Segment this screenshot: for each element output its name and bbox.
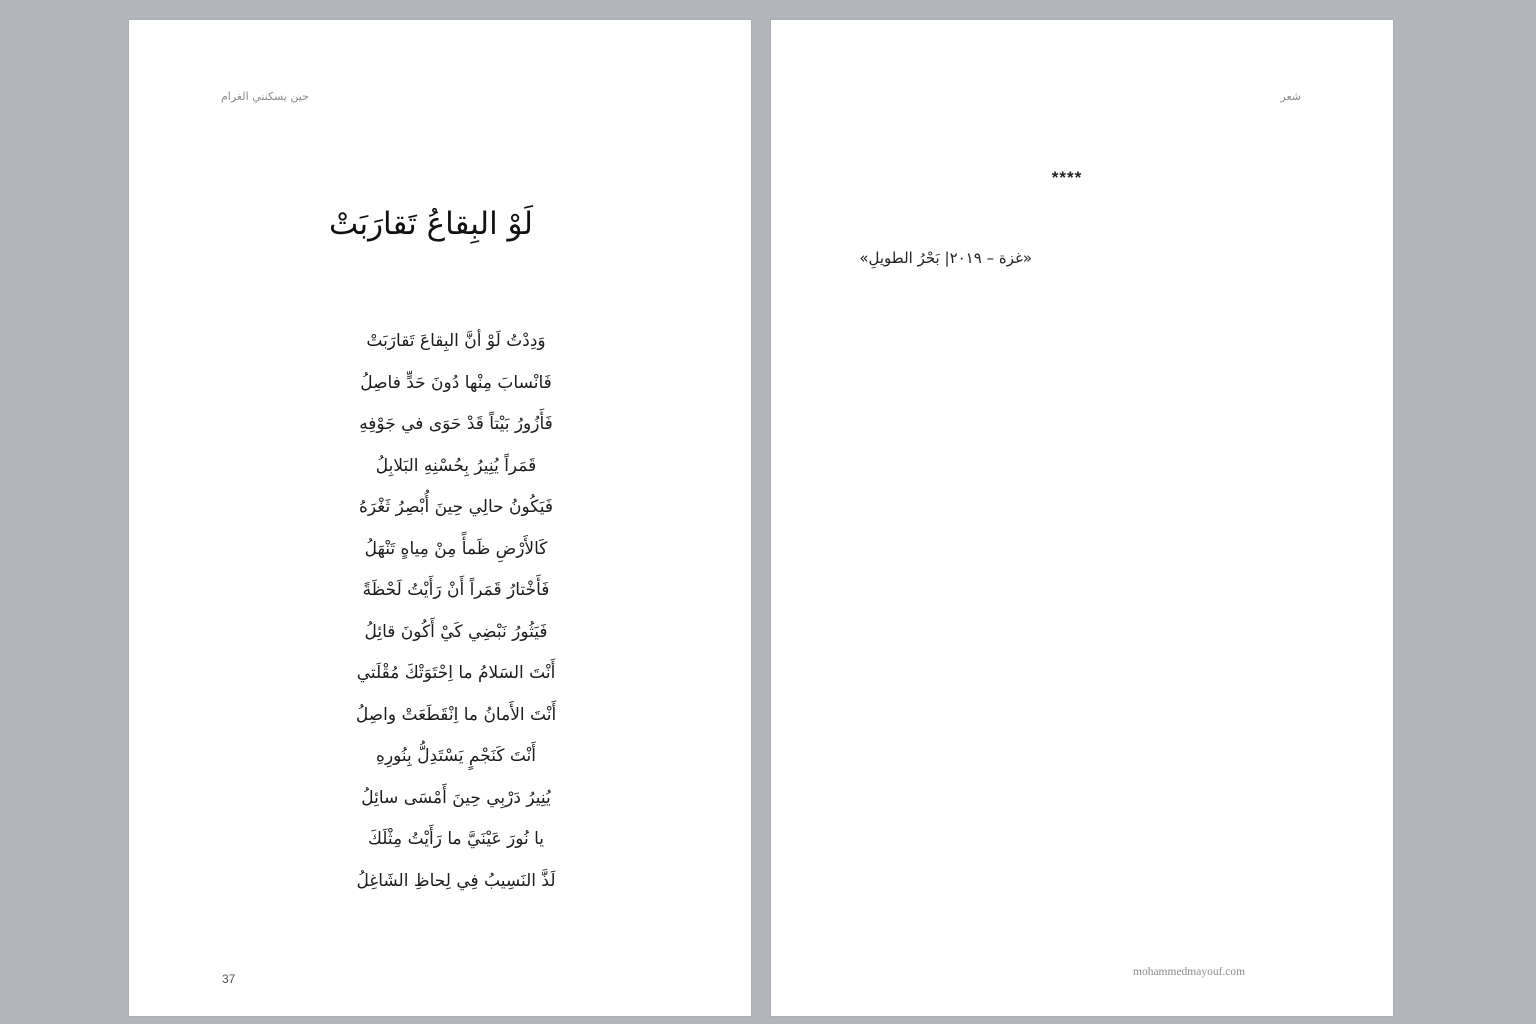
verse-line: فَيَكُونُ حالِي حِينَ أُبْصِرُ ثَغْرَهُ	[359, 497, 553, 517]
verse-line: أَنْتَ كَنَجْمٍ يَسْتَدِلُّ بِنُورِهِ	[376, 746, 536, 766]
verse-line: أَنْتَ السَلامُ ما اِحْتَوَتْكَ مُقْلَتي	[356, 663, 556, 683]
page-number: 37	[222, 972, 236, 986]
verse-line: وَدِدْتُ لَوْ أنَّ البِقاعَ تَقارَبَتْ	[366, 331, 546, 351]
right-page	[771, 20, 1393, 1016]
verse-line: يا نُورَ عَيْنَيَّ ما رَأَيْتُ مِثْلَكَ	[367, 829, 545, 849]
poem-title: لَوْ البِقاعُ تَقارَبَتْ	[329, 206, 533, 242]
verse-line: فَأَزُورُ بَيْتاً قَدْ حَوَى في جَوْفِهِ	[359, 414, 553, 434]
verse-line: فَأَخْتارُ قَمَراً أَنْ رَأَيْتُ لَحْظَةً	[362, 580, 550, 600]
section-separator: ****	[1051, 168, 1083, 187]
verse-line: لَذَّ النَسِيبُ فِي لِحاظِ الشَاغِلُ	[356, 870, 556, 891]
left-page	[129, 20, 751, 1016]
running-header-section: شعر	[1280, 90, 1301, 103]
verse-line: كَالأَرْضِ ظَمأً مِنْ مِياهٍ تَنْهَلُ	[364, 538, 548, 559]
verse-line: أَنْتَ الأَمانُ ما اِنْقَطَعَتْ واصِلُ	[355, 704, 557, 725]
verse-line: قَمَراً يُنِيرُ بِحُسْنِهِ البَلابِلُ	[375, 455, 537, 476]
verse-line: فَيَثُورُ نَبْضِي كَيْ أَكُونَ قائِلُ	[364, 621, 548, 642]
verse-line: فَانْسابَ مِنْها دُونَ حَدٍّ فاصِلُ	[360, 372, 552, 393]
poem-meta: «غزة – ٢٠١٩| بَحْرُ الطويلِ»	[859, 249, 1032, 267]
website-footer: mohammedmayouf.com	[1133, 966, 1246, 978]
verse-line: يُنِيرُ دَرْبِي حِينَ أَمْسَى سائِلُ	[361, 787, 551, 808]
running-header-book-title: حين يسكنني الغرام	[221, 90, 309, 103]
poem-verses	[129, 321, 783, 902]
